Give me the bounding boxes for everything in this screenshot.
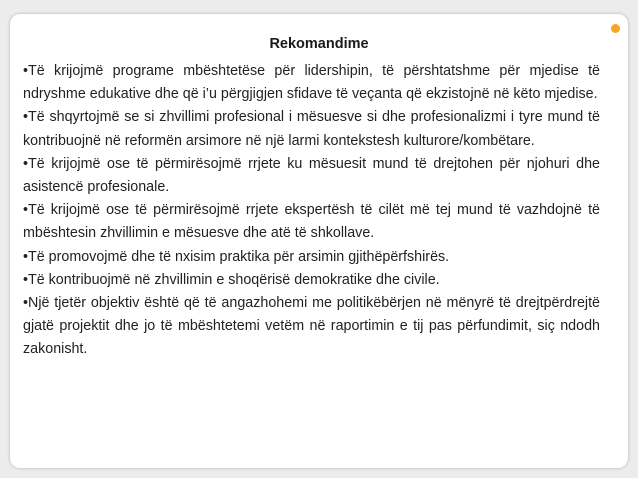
list-item: •Të shqyrtojmë se si zhvillimi profesional i mësuesve si dhe profesionalizmi i tyre mund të kontribuojnë në reformën arsimore në një larmi kontekstesh kulturore/kombëtare. [23, 109, 600, 149]
list-item: •Të promovojmë dhe të nxisim praktika për arsimin gjithëpërfshirës. [23, 248, 450, 265]
list-item: •Një tjetër objektiv është që të angazhohemi me politikëbërjen në mënyrë të drejtpërdrejtë gjatë projektit dhe jo të mbështetemi vetëm në raportimin e tij pas përfundimit, siç ndodh zakonisht. [23, 295, 600, 358]
slide-title: Rekomandime [269, 36, 369, 52]
list-item: •Të krijojmë ose të përmirësojmë rrjete ekspertësh të cilët më tej mund të vazhdojnë të mbështesin zhvillimin e mësuesve dhe atë të shkollave. [23, 202, 600, 242]
slide-panel [10, 14, 628, 468]
accent-dot [611, 24, 620, 33]
list-item: •Të krijojmë ose të përmirësojmë rrjete ku mësuesit mund të drejtohen për njohuri dhe asistencë profesionale. [23, 155, 600, 196]
list-item: •Të krijojmë programe mbështetëse për lidershipin, të përshtatshme për mjedise të ndryshme edukative dhe që i’u përgjigjen sfidave të veçanta që ekzistojnë në këto mjedise. [23, 63, 600, 103]
list-item: •Të kontribuojmë në zhvillimin e shoqërisë demokratike dhe civile. [23, 271, 440, 288]
recommendations-list [23, 60, 600, 362]
